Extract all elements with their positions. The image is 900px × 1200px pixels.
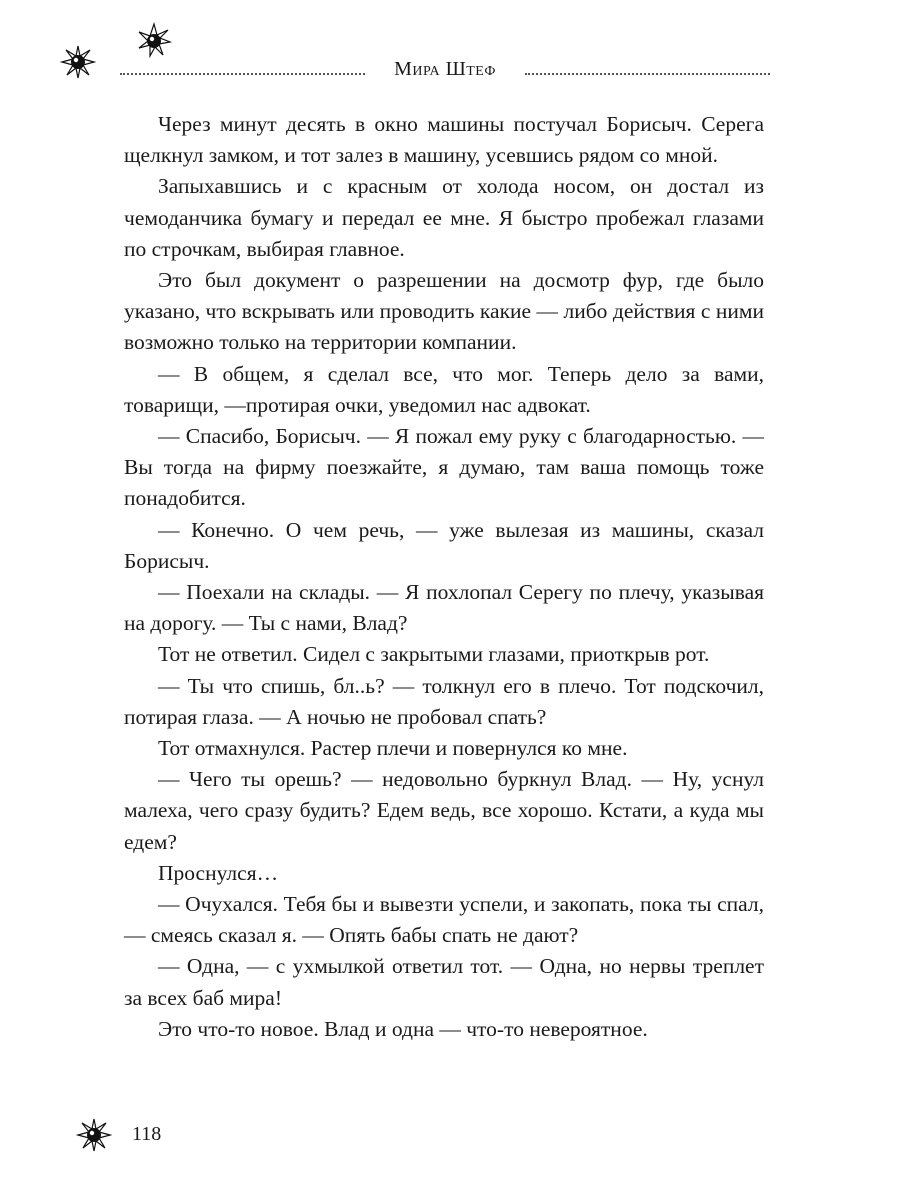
paragraph: Запыхавшись и с красным от холода носом, он достал из чемоданчика бумагу и передал ее мне. Я быстро пробежал глазами по строчкам, выбирая главное. <box>124 174 764 261</box>
paragraph: Это был документ о разрешении на досмотр фур, где было указано, что вскрывать или проводить какие — либо действия с ними возможно только на территории компании. <box>124 268 764 355</box>
paragraph: Через минут десять в окно машины постучал Борисыч. Серега щелкнул замком, и тот залез в машину, усевшись рядом со мной. <box>124 112 764 168</box>
paragraph: — В общем, я сделал все, что мог. Теперь дело за вами, товарищи, —протирая очки, уведомил нас адвокат. <box>124 361 764 417</box>
running-header <box>120 58 770 86</box>
paragraph: — Чего ты орешь? — недовольно буркнул Влад. — Ну, уснул малеха, чего сразу будить? Едем ведь, все хорошо. Кстати, а куда мы едем? <box>124 767 764 854</box>
paragraph: Проснулся… <box>158 860 279 885</box>
paragraph: — Конечно. О чем речь, — уже вылезая из машины, сказал Борисыч. <box>124 517 764 573</box>
bullet-hole-icon <box>76 1117 112 1153</box>
paragraph: — Одна, — с ухмылкой ответил тот. — Одна, но нервы треплет за всех баб мира! <box>124 954 764 1010</box>
running-title: Мира Штеф <box>394 58 496 80</box>
paragraph: — Очухался. Тебя бы и вывезти успели, и закопать, пока ты спал, — смеясь сказал я. — Опять бабы спать не дают? <box>124 892 764 948</box>
page-number: 118 <box>132 1123 162 1145</box>
bullet-hole-icon <box>136 22 172 58</box>
paragraph: Это что-то новое. Влад и одна — что-то невероятное. <box>158 1016 648 1041</box>
paragraph: — Ты что спишь, бл..ь? — толкнул его в плечо. Тот подскочил, потирая глаза. — А ночью не пробовал спать? <box>124 673 764 729</box>
paragraph: — Поехали на склады. — Я похлопал Серегу по плечу, указывая на дорогу. — Ты с нами, Влад? <box>124 580 764 636</box>
header-dotted-rule-right <box>525 73 770 75</box>
paragraph: Тот отмахнулся. Растер плечи и повернулся ко мне. <box>158 736 628 761</box>
paragraph: Тот не ответил. Сидел с закрытыми глазами, приоткрыв рот. <box>158 642 710 667</box>
body-text <box>124 109 764 1045</box>
paragraph: — Спасибо, Борисыч. — Я пожал ему руку с благодарностью. — Вы тогда на фирму поезжайте, я думаю, там ваша помощь тоже понадобится. <box>124 424 764 511</box>
bullet-hole-icon <box>60 44 96 80</box>
